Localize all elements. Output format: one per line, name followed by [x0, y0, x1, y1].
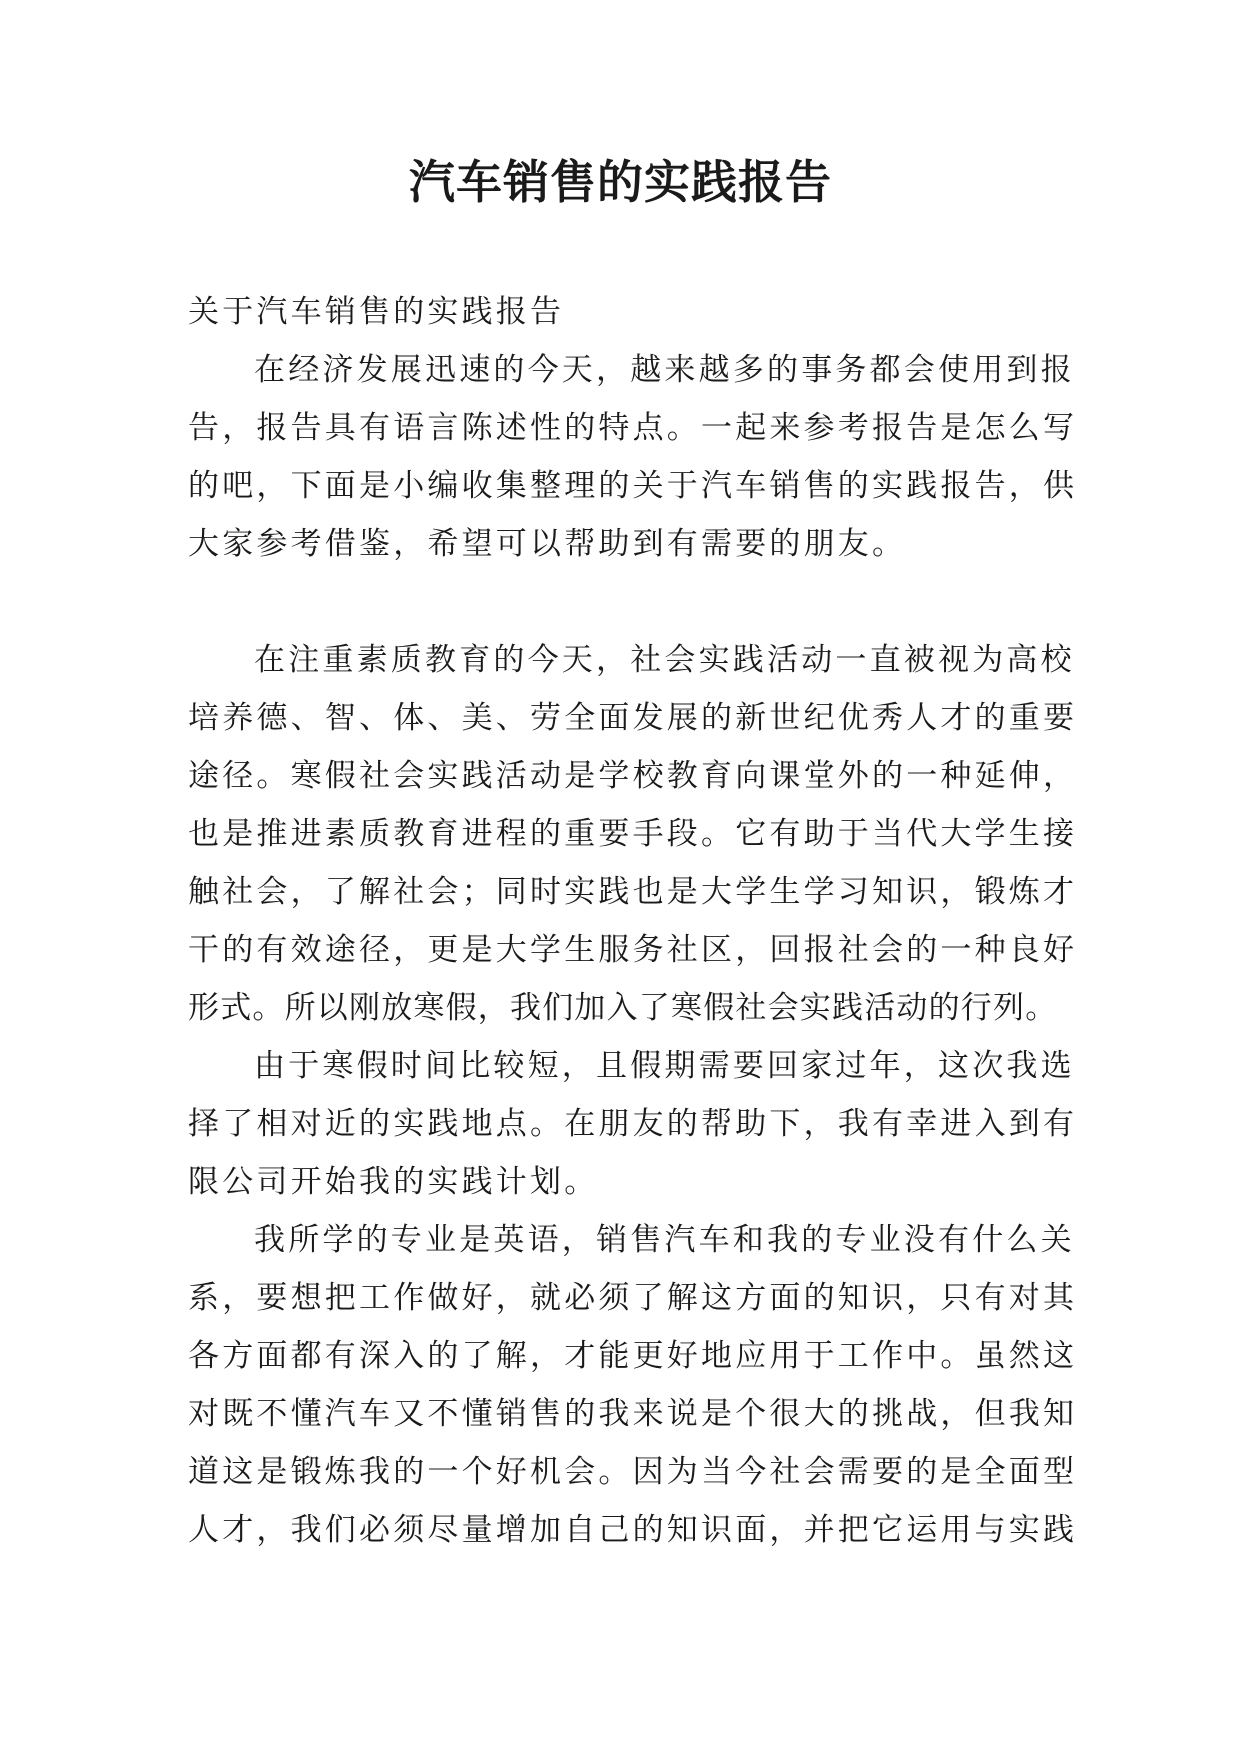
body-line-14: 对既不懂汽车又不懂销售的我来说是个很大的挑战，但我知 — [188, 1396, 1078, 1432]
body-line-10: 限公司开始我的实践计划。 — [188, 1164, 599, 1200]
body-line-13: 各方面都有深入的了解，才能更好地应用于工作中。虽然这 — [188, 1338, 1078, 1374]
body-line-9: 择了相对近的实践地点。在朋友的帮助下，我有幸进入到有 — [188, 1106, 1078, 1142]
document-title: 汽车销售的实践报告 — [409, 155, 832, 209]
body-line-6: 干的有效途径，更是大学生服务社区，回报社会的一种良好 — [188, 932, 1078, 968]
body-line-8: 由于寒假时间比较短，且假期需要回家过年，这次我选 — [254, 1048, 1075, 1084]
intro-line-3: 的吧，下面是小编收集整理的关于汽车销售的实践报告，供 — [188, 468, 1078, 504]
body-line-2: 培养德、智、体、美、劳全面发展的新世纪优秀人才的重要 — [188, 700, 1078, 736]
intro-line-2: 告，报告具有语言陈述性的特点。一起来参考报告是怎么写 — [188, 410, 1078, 446]
intro-line-1: 在经济发展迅速的今天，越来越多的事务都会使用到报 — [254, 352, 1075, 388]
body-line-11: 我所学的专业是英语，销售汽车和我的专业没有什么关 — [254, 1222, 1075, 1258]
body-line-15: 道这是锻炼我的一个好机会。因为当今社会需要的是全面型 — [188, 1454, 1078, 1490]
document-body — [188, 283, 1078, 1559]
body-line-12: 系，要想把工作做好，就必须了解这方面的知识，只有对其 — [188, 1280, 1078, 1316]
body-line-16: 人才，我们必须尽量增加自己的知识面，并把它运用与实践 — [188, 1512, 1078, 1548]
body-line-3: 途径。寒假社会实践活动是学校教育向课堂外的一种延伸， — [188, 758, 1078, 794]
body-line-4: 也是推进素质教育进程的重要手段。它有助于当代大学生接 — [188, 816, 1078, 852]
intro-line-4: 大家参考借鉴，希望可以帮助到有需要的朋友。 — [188, 526, 907, 562]
body-line-1: 在注重素质教育的今天，社会实践活动一直被视为高校 — [254, 642, 1075, 678]
paragraph-gap — [188, 573, 1058, 631]
body-line-5: 触社会，了解社会；同时实践也是大学生学习知识，锻炼才 — [188, 874, 1078, 910]
subtitle-line: 关于汽车销售的实践报告 — [188, 294, 565, 330]
body-line-7: 形式。所以刚放寒假，我们加入了寒假社会实践活动的行列。 — [188, 990, 1058, 1026]
